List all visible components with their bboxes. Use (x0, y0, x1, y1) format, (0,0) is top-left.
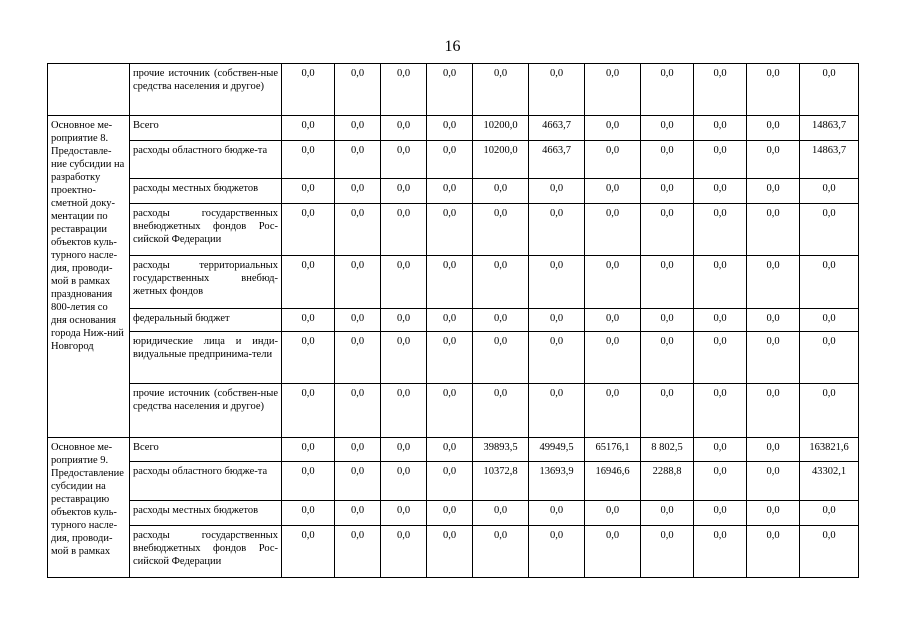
value-cell: 0,0 (747, 526, 800, 578)
budget-table (47, 63, 859, 578)
value-cell: 0,0 (694, 179, 747, 204)
value-cell: 0,0 (473, 526, 529, 578)
value-cell: 0,0 (335, 526, 381, 578)
value-cell: 0,0 (529, 179, 585, 204)
value-cell: 0,0 (282, 256, 335, 309)
source-cell: Всего (130, 116, 282, 141)
value-cell: 0,0 (335, 462, 381, 501)
source-cell: расходы территориальных государственных внебюд-жетных фондов (130, 256, 282, 309)
value-cell: 0,0 (641, 526, 694, 578)
value-cell: 0,0 (381, 179, 427, 204)
value-cell: 0,0 (473, 309, 529, 332)
value-cell: 0,0 (694, 141, 747, 179)
value-cell: 0,0 (529, 384, 585, 438)
value-cell: 0,0 (529, 64, 585, 116)
value-cell: 0,0 (381, 116, 427, 141)
value-cell: 0,0 (641, 384, 694, 438)
value-cell: 0,0 (641, 256, 694, 309)
value-cell: 0,0 (585, 526, 641, 578)
value-cell: 0,0 (427, 526, 473, 578)
value-cell: 0,0 (427, 332, 473, 384)
value-cell: 10372,8 (473, 462, 529, 501)
value-cell: 0,0 (641, 501, 694, 526)
value-cell: 0,0 (381, 462, 427, 501)
value-cell: 0,0 (381, 256, 427, 309)
value-cell: 8 802,5 (641, 438, 694, 462)
table-row (48, 384, 859, 438)
value-cell: 0,0 (282, 526, 335, 578)
value-cell: 0,0 (747, 384, 800, 438)
value-cell: 14863,7 (800, 116, 859, 141)
value-cell: 0,0 (335, 179, 381, 204)
value-cell: 0,0 (282, 462, 335, 501)
value-cell: 0,0 (473, 384, 529, 438)
value-cell: 0,0 (747, 438, 800, 462)
table-row (48, 256, 859, 309)
table-row (48, 501, 859, 526)
value-cell: 0,0 (427, 462, 473, 501)
source-cell: Всего (130, 438, 282, 462)
value-cell: 0,0 (335, 116, 381, 141)
activity-cell (48, 64, 130, 116)
value-cell: 0,0 (747, 179, 800, 204)
value-cell: 0,0 (427, 179, 473, 204)
value-cell: 0,0 (381, 501, 427, 526)
table-row (48, 462, 859, 501)
value-cell: 0,0 (694, 64, 747, 116)
value-cell: 2288,8 (641, 462, 694, 501)
value-cell: 4663,7 (529, 141, 585, 179)
table-row (48, 116, 859, 141)
value-cell: 0,0 (747, 332, 800, 384)
value-cell: 13693,9 (529, 462, 585, 501)
value-cell: 14863,7 (800, 141, 859, 179)
value-cell: 4663,7 (529, 116, 585, 141)
table-row (48, 141, 859, 179)
value-cell: 0,0 (473, 64, 529, 116)
value-cell: 0,0 (282, 204, 335, 256)
value-cell: 0,0 (800, 332, 859, 384)
source-cell: прочие источник (собствен-ные средства населения и другое) (130, 64, 282, 116)
value-cell: 0,0 (694, 256, 747, 309)
value-cell: 0,0 (694, 438, 747, 462)
budget-table-body (48, 64, 859, 578)
value-cell: 0,0 (747, 256, 800, 309)
page-number: 16 (444, 38, 461, 55)
table-row (48, 204, 859, 256)
value-cell: 0,0 (529, 309, 585, 332)
value-cell: 0,0 (335, 204, 381, 256)
value-cell: 0,0 (747, 462, 800, 501)
value-cell: 0,0 (747, 501, 800, 526)
value-cell: 0,0 (800, 256, 859, 309)
value-cell: 0,0 (282, 332, 335, 384)
value-cell: 0,0 (282, 438, 335, 462)
value-cell: 0,0 (585, 384, 641, 438)
value-cell: 0,0 (427, 438, 473, 462)
value-cell: 0,0 (585, 179, 641, 204)
value-cell: 0,0 (641, 309, 694, 332)
value-cell: 0,0 (585, 309, 641, 332)
value-cell: 0,0 (585, 64, 641, 116)
value-cell: 0,0 (585, 332, 641, 384)
activity-cell: Основное ме-роприятие 9. Предоставление субсидии на реставрацию объектов куль-турного насле-дия, проводи-мой в рамках (48, 438, 130, 578)
value-cell: 0,0 (800, 501, 859, 526)
value-cell: 0,0 (529, 332, 585, 384)
table-row (48, 179, 859, 204)
value-cell: 0,0 (800, 179, 859, 204)
value-cell: 0,0 (800, 204, 859, 256)
value-cell: 0,0 (282, 141, 335, 179)
value-cell: 0,0 (694, 309, 747, 332)
value-cell: 0,0 (694, 526, 747, 578)
value-cell: 65176,1 (585, 438, 641, 462)
value-cell: 0,0 (381, 141, 427, 179)
value-cell: 0,0 (800, 526, 859, 578)
value-cell: 0,0 (473, 501, 529, 526)
value-cell: 0,0 (747, 309, 800, 332)
value-cell: 0,0 (694, 384, 747, 438)
value-cell: 0,0 (427, 116, 473, 141)
value-cell: 0,0 (641, 64, 694, 116)
value-cell: 0,0 (427, 204, 473, 256)
value-cell: 0,0 (473, 332, 529, 384)
value-cell: 0,0 (427, 141, 473, 179)
value-cell: 39893,5 (473, 438, 529, 462)
value-cell: 0,0 (473, 256, 529, 309)
value-cell: 0,0 (427, 309, 473, 332)
value-cell: 0,0 (427, 64, 473, 116)
value-cell: 0,0 (381, 204, 427, 256)
value-cell: 49949,5 (529, 438, 585, 462)
value-cell: 0,0 (585, 204, 641, 256)
value-cell: 0,0 (282, 64, 335, 116)
value-cell: 0,0 (282, 116, 335, 141)
value-cell: 0,0 (529, 501, 585, 526)
value-cell: 0,0 (427, 256, 473, 309)
source-cell: расходы областного бюдже-та (130, 462, 282, 501)
value-cell: 0,0 (800, 64, 859, 116)
value-cell: 0,0 (381, 64, 427, 116)
value-cell: 0,0 (381, 309, 427, 332)
value-cell: 16946,6 (585, 462, 641, 501)
value-cell: 0,0 (335, 64, 381, 116)
activity-cell: Основное ме-роприятие 8. Предоставле-ние субсидии на разработку проектно-сметной доку-ментации по реставрации объектов куль-турного насле-дия, проводи-мой в рамках празднования 800-летия со дня основания города Ниж-ний Новгород (48, 116, 130, 438)
value-cell: 0,0 (747, 116, 800, 141)
value-cell: 0,0 (585, 116, 641, 141)
value-cell: 0,0 (641, 332, 694, 384)
table-row (48, 64, 859, 116)
value-cell: 0,0 (282, 179, 335, 204)
value-cell: 0,0 (335, 256, 381, 309)
value-cell: 0,0 (694, 204, 747, 256)
table-row (48, 438, 859, 462)
value-cell: 0,0 (585, 141, 641, 179)
value-cell: 0,0 (427, 501, 473, 526)
value-cell: 0,0 (747, 141, 800, 179)
value-cell: 0,0 (427, 384, 473, 438)
value-cell: 10200,0 (473, 116, 529, 141)
value-cell: 0,0 (381, 384, 427, 438)
source-cell: прочие источник (собствен-ные средства населения и другое) (130, 384, 282, 438)
value-cell: 0,0 (282, 309, 335, 332)
value-cell: 0,0 (585, 256, 641, 309)
value-cell: 43302,1 (800, 462, 859, 501)
source-cell: федеральный бюджет (130, 309, 282, 332)
value-cell: 0,0 (335, 384, 381, 438)
value-cell: 0,0 (282, 501, 335, 526)
value-cell: 0,0 (747, 64, 800, 116)
value-cell: 163821,6 (800, 438, 859, 462)
value-cell: 0,0 (282, 384, 335, 438)
value-cell: 0,0 (641, 204, 694, 256)
value-cell: 0,0 (694, 501, 747, 526)
value-cell: 0,0 (335, 501, 381, 526)
value-cell: 0,0 (585, 501, 641, 526)
table-row (48, 332, 859, 384)
source-cell: расходы местных бюджетов (130, 179, 282, 204)
table-row (48, 526, 859, 578)
value-cell: 0,0 (335, 309, 381, 332)
value-cell: 0,0 (800, 309, 859, 332)
value-cell: 0,0 (641, 116, 694, 141)
value-cell: 10200,0 (473, 141, 529, 179)
value-cell: 0,0 (381, 438, 427, 462)
value-cell: 0,0 (529, 256, 585, 309)
value-cell: 0,0 (641, 179, 694, 204)
value-cell: 0,0 (381, 526, 427, 578)
value-cell: 0,0 (641, 141, 694, 179)
value-cell: 0,0 (473, 204, 529, 256)
value-cell: 0,0 (529, 204, 585, 256)
value-cell: 0,0 (381, 332, 427, 384)
value-cell: 0,0 (694, 332, 747, 384)
value-cell: 0,0 (473, 179, 529, 204)
value-cell: 0,0 (694, 116, 747, 141)
value-cell: 0,0 (800, 384, 859, 438)
value-cell: 0,0 (335, 141, 381, 179)
value-cell: 0,0 (529, 526, 585, 578)
value-cell: 0,0 (747, 204, 800, 256)
source-cell: юридические лица и инди-видуальные предпринима-тели (130, 332, 282, 384)
source-cell: расходы государственных внебюджетных фондов Рос-сийской Федерации (130, 526, 282, 578)
value-cell: 0,0 (335, 438, 381, 462)
source-cell: расходы государственных внебюджетных фондов Рос-сийской Федерации (130, 204, 282, 256)
table-row (48, 309, 859, 332)
value-cell: 0,0 (335, 332, 381, 384)
value-cell: 0,0 (694, 462, 747, 501)
source-cell: расходы областного бюдже-та (130, 141, 282, 179)
source-cell: расходы местных бюджетов (130, 501, 282, 526)
